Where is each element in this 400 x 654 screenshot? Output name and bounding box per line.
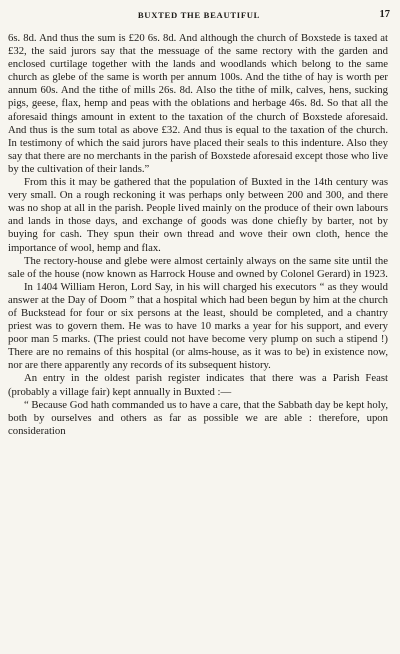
paragraph-2: From this it may be gathered that the population of Buxted in the 14th century was very small. On a rough reckoning it was perhaps only between 200 and 300, and there was no shop at all in the parish. People lived mainly on the produce of their own labours and lands in those days, and exchange of goods was done chiefly by barter, not by buying for cash. They spun their own thread and wove their own cloth, hence the importance of wool, hemp and flax. (8, 176, 388, 254)
body-text (8, 32, 388, 438)
page-number: 17 (379, 9, 390, 20)
paragraph-5: An entry in the oldest parish register indicates that there was a Parish Feast (probably a village fair) kept annually in Buxted :— (8, 372, 388, 398)
paragraph-4: In 1404 William Heron, Lord Say, in his will charged his executors “ as they would answer at the Day of Doom ” that a hospital which had been begun by him at the church of Buckstead for four or six persons at the least, should be completed, and a chantry priest was to govern them. He was to have 10 marks a year for his support, and every poor man 5 marks. (The priest could not have become very plump on such a stipend !) There are no remains of this hospital (or alms-house, as it was to be) in existence now, nor are there apparently any records of its subsequent history. (8, 280, 388, 372)
paragraph-6: “ Because God hath commanded us to have a care, that the Sabbath day be kept holy, both by ourselves and others as far as possible we are able : therefore, upon consideration (8, 398, 388, 437)
paragraph-1: 6s. 8d. And thus the sum is £20 6s. 8d. And although the church of Boxstede is taxed at £32, the said jurors say that the messuage of the same rectory with the garden and enclosed curtilage together with the lands and woodlands which belong to the same church as glebe of the same is worth per annum 100s. And the tithe of hay is worth per annum 60s. And the tithe of mills 26s. 8d. Also the tithe of milk, calves, hens, sucking pigs, geese, flax, hemp and peas with the oblations and herbage 46s. 8d. So that all the aforesaid things amount in extent to the taxation of the church of Boxstede aforesaid. And thus is the sum total as above £32. And thus is equal to the taxation of the church. In testimony of which the said jurors have placed their seals to this indenture. Also they say that there are no merchants in the parish of Boxstede aforesaid except those who live by the cultivation of their lands.” (8, 32, 388, 175)
page-header (8, 10, 390, 26)
paragraph-3: The rectory-house and glebe were almost certainly always on the same site until the sale of the house (now known as Harrock House and owned by Colonel Gerard) in 1923. (8, 254, 388, 280)
running-head: BUXTED THE BEAUTIFUL (137, 10, 261, 20)
